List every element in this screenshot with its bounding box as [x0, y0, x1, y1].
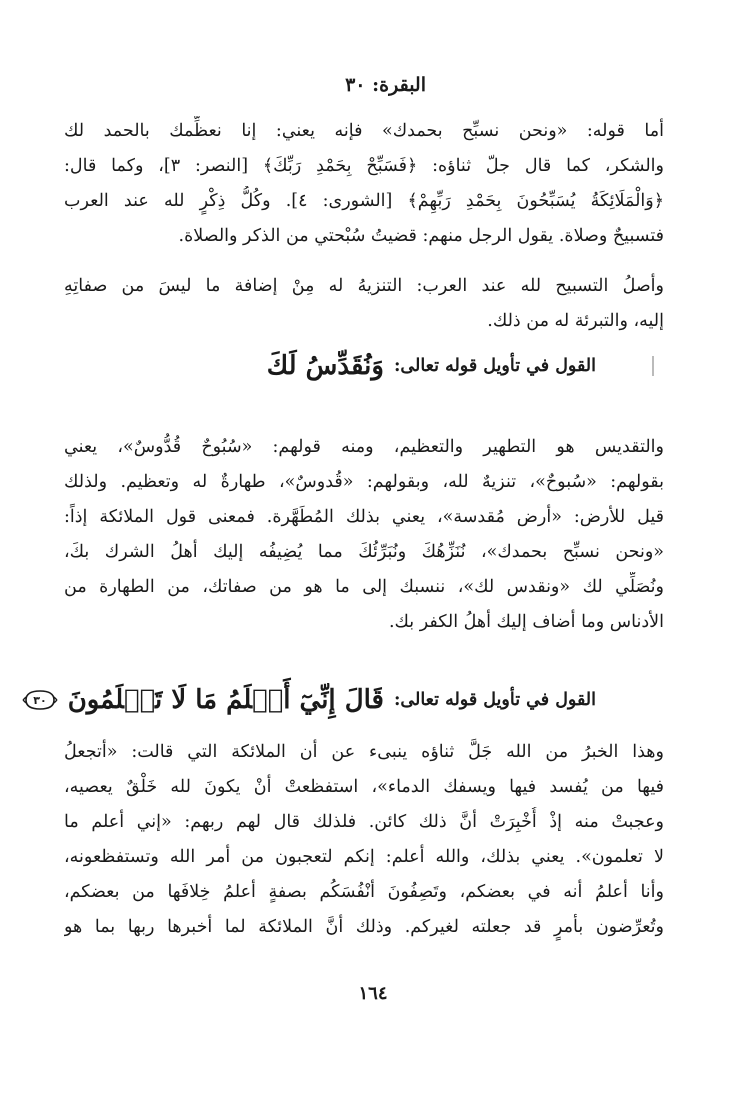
heading-2-verse: قَالَ إِنِّيٓ أَعۡلَمُ مَا لَا تَعۡلَمُونَ — [67, 685, 384, 715]
ayah-number: ٣٠ — [32, 694, 47, 707]
paragraph-1-line-1: أما قوله: «ونحن نسبِّح بحمدك» فإنه يعني: إنا نعظِّمك بالحمد لك — [64, 121, 664, 141]
page-number: ١٦٤ — [358, 983, 388, 1004]
running-head: البقرة: ٣٠ — [345, 74, 426, 96]
paragraph-1-line-3: ﴿وَالْمَلَائِكَةُ يُسَبِّحُونَ بِحَمْدِ رَبِّهِمْ﴾ [الشورى: ٤]. وكُلُّ ذِكْرٍ لله عند العرب — [64, 191, 664, 211]
paragraph-4-line-6: وتُعرِّضون بأمرٍ قد جعلته لغيركم. وذلك أنَّ الملائكة لما أخبرها ربها بما هو — [64, 917, 664, 937]
paragraph-1-line-4: فتسبيحٌ وصلاة. يقول الرجل منهم: قضيتُ سُبْحتي من الذكر والصلاة. — [178, 226, 664, 246]
section-heading-2 — [32, 677, 596, 723]
paragraph-4-line-4: لا تعلمون». يعني بذلك، والله أعلم: إنكم لتعجبون من أمر الله وتستفظعونه، — [64, 847, 664, 867]
paragraph-1-line-2: والشكر، كما قال جلّ ثناؤه: ﴿فَسَبِّحْ بِحَمْدِ رَبِّكَ﴾ [النصر: ٣]، وكما قال: — [64, 156, 664, 176]
paragraph-3-line-6: الأدناس وما أضاف إليك أهلُ الكفر بك. — [388, 612, 664, 632]
heading-1-intro: القول في تأويل قوله تعالى: — [393, 356, 596, 376]
paragraph-4-line-5: وأنا أعلمُ أنه في بعضكم، وتَصِفُونَ أنْفُسَكُم بصفةٍ أعلمُ خِلافَها من بعضكم، — [64, 882, 664, 902]
paragraph-4-line-2: فيها من يُفسد فيها ويسفك الدماء»، استفظعتْ أنْ يكونَ لله خَلْقٌ يعصيه، — [64, 777, 664, 797]
section-heading-1 — [76, 343, 596, 389]
heading-1-verse: وَنُقَدِّسُ لَكَ — [266, 351, 384, 381]
paragraph-3-line-4: «ونحن نسبِّح بحمدك»، نُنَزِّهُكَ ونُبَرِّئُكَ مما يُضِيفُه إليك أهلُ الشرك بكَ، — [64, 542, 664, 562]
paragraph-3-line-3: قيل للأرض: «أرض مُقدسة»، يعني بذلك المُطَهَّرة. فمعنى قول الملائكة إذاً: — [64, 507, 664, 527]
heading-2-intro: القول في تأويل قوله تعالى: — [393, 690, 596, 710]
paragraph-4-line-1: وهذا الخبرُ من الله جَلَّ ثناؤه ينبىء عن أن الملائكة التي قالت: «أتجعلُ — [64, 742, 664, 762]
paragraph-2-line-2: إليه، والتبرئة له من ذلك. — [487, 311, 664, 331]
ayah-ornament-icon — [22, 689, 58, 711]
ayah-number-marker — [22, 689, 58, 711]
paragraph-3-line-2: بقولهم: «سُبوحٌ»، تنزيهٌ لله، وبقولهم: «قُدوسٌ»، طهارةٌ له وتعظيم. ولذلك — [64, 472, 664, 492]
paragraph-3-line-1: والتقديس هو التطهير والتعظيم، ومنه قولهم: «سُبُوحٌ قُدُّوسٌ»، يعني — [64, 437, 664, 457]
paragraph-4-line-3: وعجبتْ منه إذْ أُخْبِرَتْ أنَّ ذلك كائن. فلذلك قال لهم ربهم: «إني أعلم ما — [64, 812, 664, 832]
paragraph-3-line-5: ونُصَلِّي لك «ونقدس لك»، ننسبك إلى ما هو من صفاتك، من الطهارة من — [64, 577, 664, 597]
paragraph-2-line-1: وأصلُ التسبيح لله عند العرب: التنزيهُ له مِنْ إضافة ما ليسَ من صفاتِهِ — [64, 276, 664, 296]
margin-mark — [652, 356, 654, 376]
